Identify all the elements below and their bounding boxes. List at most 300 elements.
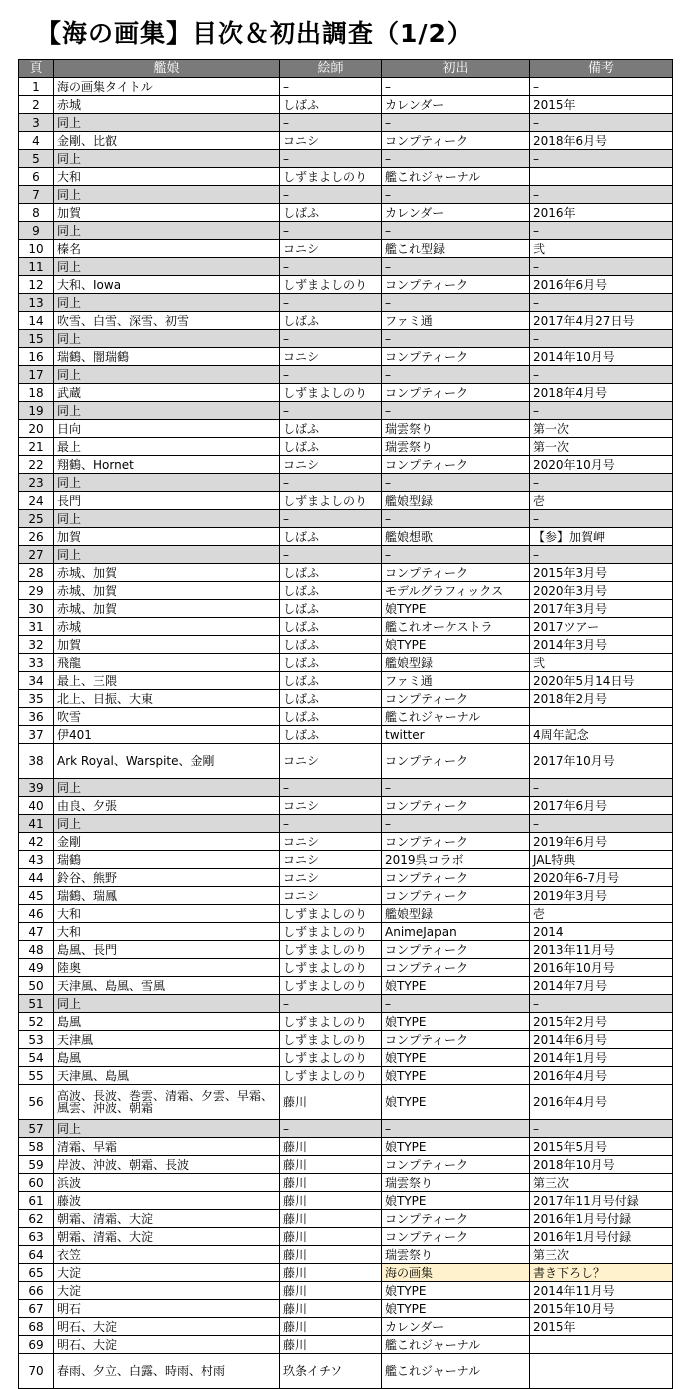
cell-notes: 2019年3月号	[530, 887, 673, 905]
cell-shipgirl: 由良、夕張	[54, 797, 280, 815]
cell-illustrator: –	[280, 779, 382, 797]
cell-notes: 2014年7月号	[530, 977, 673, 995]
cell-illustrator: しばふ	[280, 600, 382, 618]
table-row	[19, 654, 673, 672]
cell-first-appearance: –	[382, 815, 530, 833]
cell-shipgirl: 朝霜、清霜、大淀	[54, 1228, 280, 1246]
cell-first-appearance: ファミ通	[382, 312, 530, 330]
cell-shipgirl: 赤城、加賀	[54, 600, 280, 618]
cell-first-appearance: –	[382, 510, 530, 528]
cell-illustrator: –	[280, 222, 382, 240]
cell-notes: 2013年11月号	[530, 941, 673, 959]
cell-shipgirl: 大淀	[54, 1264, 280, 1282]
cell-first-appearance: –	[382, 779, 530, 797]
cell-shipgirl: 飛龍	[54, 654, 280, 672]
cell-first-appearance: コンプティーク	[382, 1228, 530, 1246]
cell-page: 15	[19, 330, 54, 348]
cell-shipgirl: 陸奥	[54, 959, 280, 977]
table-row	[19, 923, 673, 941]
cell-shipgirl: 最上、三隈	[54, 672, 280, 690]
cell-first-appearance: –	[382, 114, 530, 132]
header-page: 頁	[19, 60, 54, 78]
cell-first-appearance: –	[382, 330, 530, 348]
cell-notes: 書き下ろし？	[530, 1264, 673, 1282]
cell-first-appearance: コンプティーク	[382, 1156, 530, 1174]
cell-first-appearance: –	[382, 366, 530, 384]
cell-page: 46	[19, 905, 54, 923]
cell-first-appearance: –	[382, 150, 530, 168]
table-row	[19, 492, 673, 510]
table-row	[19, 132, 673, 150]
table-row	[19, 348, 673, 366]
header-first-appearance: 初出	[382, 60, 530, 78]
cell-page: 49	[19, 959, 54, 977]
cell-page: 12	[19, 276, 54, 294]
cell-shipgirl: 藤波	[54, 1192, 280, 1210]
cell-notes: 2015年	[530, 1318, 673, 1336]
cell-first-appearance: カレンダー	[382, 1318, 530, 1336]
table-row	[19, 276, 673, 294]
cell-page: 39	[19, 779, 54, 797]
cell-first-appearance: 艦娘想歌	[382, 528, 530, 546]
table-row	[19, 887, 673, 905]
cell-illustrator: –	[280, 995, 382, 1013]
cell-first-appearance: 海の画集	[382, 1264, 530, 1282]
cell-notes: 2016年4月号	[530, 1085, 673, 1120]
cell-shipgirl: 大淀	[54, 1282, 280, 1300]
header-notes: 備考	[530, 60, 673, 78]
cell-first-appearance: 娘TYPE	[382, 1138, 530, 1156]
cell-shipgirl: 同上	[54, 186, 280, 204]
cell-illustrator: しばふ	[280, 204, 382, 222]
cell-first-appearance: コンプティーク	[382, 384, 530, 402]
cell-first-appearance: カレンダー	[382, 204, 530, 222]
cell-notes: 2014	[530, 923, 673, 941]
table-row	[19, 150, 673, 168]
page-title: 【海の画集】目次＆初出調査（1/2）	[36, 19, 473, 48]
cell-illustrator: しずまよしのり	[280, 941, 382, 959]
cell-first-appearance: 娘TYPE	[382, 1085, 530, 1120]
table-row	[19, 1354, 673, 1389]
cell-first-appearance: 瑞雲祭り	[382, 438, 530, 456]
cell-page: 68	[19, 1318, 54, 1336]
table-row	[19, 600, 673, 618]
cell-notes: 2017年11月号付録	[530, 1192, 673, 1210]
cell-illustrator: しずまよしのり	[280, 905, 382, 923]
cell-first-appearance: –	[382, 258, 530, 276]
table-row	[19, 240, 673, 258]
cell-first-appearance: 娘TYPE	[382, 977, 530, 995]
cell-illustrator: 藤川	[280, 1156, 382, 1174]
cell-first-appearance: コンプティーク	[382, 833, 530, 851]
cell-shipgirl: 金剛	[54, 833, 280, 851]
cell-shipgirl: 島風	[54, 1013, 280, 1031]
cell-shipgirl: 浜波	[54, 1174, 280, 1192]
cell-page: 9	[19, 222, 54, 240]
cell-notes: JAL特典	[530, 851, 673, 869]
cell-illustrator: –	[280, 186, 382, 204]
cell-notes: 壱	[530, 492, 673, 510]
cell-shipgirl: 同上	[54, 510, 280, 528]
cell-page: 25	[19, 510, 54, 528]
cell-illustrator: しずまよしのり	[280, 1031, 382, 1049]
cell-shipgirl: 朝霜、清霜、大淀	[54, 1210, 280, 1228]
cell-page: 2	[19, 96, 54, 114]
cell-notes: –	[530, 510, 673, 528]
header-shipgirl: 艦娘	[54, 60, 280, 78]
table-row	[19, 222, 673, 240]
table-row	[19, 779, 673, 797]
cell-shipgirl: 同上	[54, 150, 280, 168]
cell-shipgirl: 赤城	[54, 618, 280, 636]
cell-page: 4	[19, 132, 54, 150]
cell-notes: –	[530, 815, 673, 833]
cell-notes: 2015年2月号	[530, 1013, 673, 1031]
cell-page: 36	[19, 708, 54, 726]
cell-shipgirl: 高波、長波、巻雲、清霜、夕雲、早霜、風雲、沖波、朝霜	[54, 1085, 280, 1120]
cell-first-appearance: コンプティーク	[382, 744, 530, 779]
cell-first-appearance: 艦娘型録	[382, 654, 530, 672]
table-row	[19, 851, 673, 869]
cell-notes: 壱	[530, 905, 673, 923]
cell-first-appearance: –	[382, 78, 530, 96]
cell-illustrator: しばふ	[280, 582, 382, 600]
cell-notes: 2020年5月14日号	[530, 672, 673, 690]
cell-illustrator: しばふ	[280, 438, 382, 456]
cell-page: 54	[19, 1049, 54, 1067]
table-row	[19, 1246, 673, 1264]
table-row	[19, 1174, 673, 1192]
cell-first-appearance: コンプティーク	[382, 887, 530, 905]
table-row	[19, 294, 673, 312]
cell-page: 44	[19, 869, 54, 887]
cell-illustrator: 藤川	[280, 1174, 382, 1192]
cell-shipgirl: 大和	[54, 905, 280, 923]
table-row	[19, 1085, 673, 1120]
cell-illustrator: –	[280, 474, 382, 492]
cell-notes: –	[530, 779, 673, 797]
cell-page: 22	[19, 456, 54, 474]
cell-first-appearance: 艦これオーケストラ	[382, 618, 530, 636]
table-row	[19, 582, 673, 600]
cell-first-appearance: –	[382, 294, 530, 312]
cell-page: 26	[19, 528, 54, 546]
table-row	[19, 690, 673, 708]
cell-first-appearance: 娘TYPE	[382, 1013, 530, 1031]
cell-shipgirl: 天津風、島風、雪風	[54, 977, 280, 995]
cell-illustrator: しばふ	[280, 708, 382, 726]
cell-page: 37	[19, 726, 54, 744]
cell-page: 42	[19, 833, 54, 851]
cell-illustrator: しばふ	[280, 528, 382, 546]
table-row	[19, 456, 673, 474]
cell-illustrator: –	[280, 78, 382, 96]
cell-notes: 2020年10月号	[530, 456, 673, 474]
cell-notes: 2016年6月号	[530, 276, 673, 294]
cell-first-appearance: 艦娘型録	[382, 492, 530, 510]
cell-first-appearance: 艦これジャーナル	[382, 168, 530, 186]
cell-first-appearance: ファミ通	[382, 672, 530, 690]
cell-shipgirl: Ark Royal、Warspite、金剛	[54, 744, 280, 779]
table-row	[19, 726, 673, 744]
table-row	[19, 636, 673, 654]
cell-shipgirl: 天津風、島風	[54, 1067, 280, 1085]
table-row	[19, 96, 673, 114]
table-row	[19, 402, 673, 420]
table-row	[19, 564, 673, 582]
cell-illustrator: –	[280, 815, 382, 833]
cell-notes: 2016年	[530, 204, 673, 222]
cell-first-appearance: 娘TYPE	[382, 1300, 530, 1318]
cell-page: 55	[19, 1067, 54, 1085]
cell-notes: 2016年4月号	[530, 1067, 673, 1085]
table-row	[19, 474, 673, 492]
cell-illustrator: 藤川	[280, 1282, 382, 1300]
cell-illustrator: しばふ	[280, 618, 382, 636]
cell-first-appearance: –	[382, 546, 530, 564]
cell-page: 23	[19, 474, 54, 492]
cell-first-appearance: コンプティーク	[382, 869, 530, 887]
table-row	[19, 1156, 673, 1174]
header-illustrator: 絵師	[280, 60, 382, 78]
cell-first-appearance: 瑞雲祭り	[382, 420, 530, 438]
cell-notes: 2015年5月号	[530, 1138, 673, 1156]
table-row	[19, 708, 673, 726]
cell-shipgirl: 岸波、沖波、朝霜、長波	[54, 1156, 280, 1174]
cell-first-appearance: コンプティーク	[382, 456, 530, 474]
cell-first-appearance: 艦これジャーナル	[382, 708, 530, 726]
cell-notes: 2014年3月号	[530, 636, 673, 654]
table-row	[19, 1138, 673, 1156]
table-row	[19, 1031, 673, 1049]
cell-first-appearance: –	[382, 222, 530, 240]
cell-first-appearance: 娘TYPE	[382, 600, 530, 618]
cell-illustrator: しばふ	[280, 726, 382, 744]
cell-shipgirl: 加賀	[54, 636, 280, 654]
cell-notes: 2014年6月号	[530, 1031, 673, 1049]
cell-notes: 弐	[530, 240, 673, 258]
cell-first-appearance: コンプティーク	[382, 1031, 530, 1049]
cell-illustrator: コニシ	[280, 851, 382, 869]
cell-notes: 2018年4月号	[530, 384, 673, 402]
cell-first-appearance: コンプティーク	[382, 1210, 530, 1228]
cell-illustrator: –	[280, 330, 382, 348]
cell-page: 6	[19, 168, 54, 186]
cell-shipgirl: 同上	[54, 779, 280, 797]
cell-first-appearance: モデルグラフィックス	[382, 582, 530, 600]
cell-page: 1	[19, 78, 54, 96]
cell-shipgirl: 同上	[54, 330, 280, 348]
cell-illustrator: –	[280, 258, 382, 276]
cell-shipgirl: 赤城	[54, 96, 280, 114]
table-row	[19, 905, 673, 923]
cell-first-appearance: コンプティーク	[382, 941, 530, 959]
table-row	[19, 528, 673, 546]
cell-page: 51	[19, 995, 54, 1013]
toc-table	[18, 59, 673, 1389]
cell-shipgirl: 同上	[54, 114, 280, 132]
table-row	[19, 1318, 673, 1336]
cell-shipgirl: 吹雪	[54, 708, 280, 726]
table-row	[19, 1192, 673, 1210]
cell-page: 29	[19, 582, 54, 600]
cell-notes: 2017年3月号	[530, 600, 673, 618]
cell-illustrator: –	[280, 1120, 382, 1138]
cell-notes: 2014年11月号	[530, 1282, 673, 1300]
table-row	[19, 618, 673, 636]
cell-page: 52	[19, 1013, 54, 1031]
cell-notes: 2018年10月号	[530, 1156, 673, 1174]
cell-notes: –	[530, 366, 673, 384]
cell-shipgirl: 伊401	[54, 726, 280, 744]
table-row	[19, 1013, 673, 1031]
cell-shipgirl: 最上	[54, 438, 280, 456]
cell-notes	[530, 1354, 673, 1389]
cell-first-appearance: 瑞雲祭り	[382, 1174, 530, 1192]
cell-page: 50	[19, 977, 54, 995]
cell-illustrator: しばふ	[280, 312, 382, 330]
cell-shipgirl: 吹雪、白雪、深雪、初雪	[54, 312, 280, 330]
cell-notes: 2020年3月号	[530, 582, 673, 600]
cell-page: 3	[19, 114, 54, 132]
cell-illustrator: –	[280, 150, 382, 168]
cell-notes: 2019年6月号	[530, 833, 673, 851]
cell-shipgirl: 明石、大淀	[54, 1336, 280, 1354]
cell-shipgirl: 明石、大淀	[54, 1318, 280, 1336]
cell-shipgirl: 長門	[54, 492, 280, 510]
cell-shipgirl: 春雨、夕立、白露、時雨、村雨	[54, 1354, 280, 1389]
cell-shipgirl: 海の画集タイトル	[54, 78, 280, 96]
table-row	[19, 1228, 673, 1246]
table-row	[19, 1336, 673, 1354]
cell-notes: 4周年記念	[530, 726, 673, 744]
cell-page: 66	[19, 1282, 54, 1300]
table-row	[19, 168, 673, 186]
cell-notes: 第一次	[530, 420, 673, 438]
table-row	[19, 1282, 673, 1300]
cell-notes	[530, 168, 673, 186]
cell-shipgirl: 榛名	[54, 240, 280, 258]
cell-notes: –	[530, 546, 673, 564]
cell-page: 38	[19, 744, 54, 779]
table-row	[19, 869, 673, 887]
cell-page: 7	[19, 186, 54, 204]
cell-notes: 2015年	[530, 96, 673, 114]
cell-shipgirl: 大和	[54, 168, 280, 186]
cell-notes: 第一次	[530, 438, 673, 456]
cell-illustrator: 藤川	[280, 1228, 382, 1246]
table-row	[19, 833, 673, 851]
cell-shipgirl: 赤城、加賀	[54, 564, 280, 582]
cell-illustrator: しずまよしのり	[280, 384, 382, 402]
table-row	[19, 78, 673, 96]
cell-page: 20	[19, 420, 54, 438]
cell-shipgirl: 大和	[54, 923, 280, 941]
cell-shipgirl: 翔鶴、Hornet	[54, 456, 280, 474]
cell-first-appearance: –	[382, 402, 530, 420]
cell-shipgirl: 加賀	[54, 528, 280, 546]
cell-illustrator: 藤川	[280, 1318, 382, 1336]
cell-shipgirl: 瑞鶴、瑞鳳	[54, 887, 280, 905]
cell-notes: –	[530, 78, 673, 96]
cell-page: 34	[19, 672, 54, 690]
table-row	[19, 1264, 673, 1282]
cell-notes: –	[530, 258, 673, 276]
table-row	[19, 959, 673, 977]
table-row	[19, 384, 673, 402]
cell-notes: 2015年10月号	[530, 1300, 673, 1318]
cell-page: 24	[19, 492, 54, 510]
cell-page: 21	[19, 438, 54, 456]
cell-first-appearance: コンプティーク	[382, 797, 530, 815]
table-row	[19, 546, 673, 564]
cell-page: 45	[19, 887, 54, 905]
cell-first-appearance: –	[382, 1120, 530, 1138]
cell-first-appearance: コンプティーク	[382, 276, 530, 294]
cell-illustrator: しずまよしのり	[280, 1067, 382, 1085]
cell-illustrator: しずまよしのり	[280, 923, 382, 941]
cell-page: 19	[19, 402, 54, 420]
cell-shipgirl: 同上	[54, 995, 280, 1013]
cell-first-appearance: コンプティーク	[382, 564, 530, 582]
table-row	[19, 941, 673, 959]
table-row	[19, 186, 673, 204]
cell-illustrator: しばふ	[280, 420, 382, 438]
cell-notes: –	[530, 150, 673, 168]
table-row	[19, 1210, 673, 1228]
table-row	[19, 744, 673, 779]
cell-illustrator: –	[280, 294, 382, 312]
cell-notes	[530, 1336, 673, 1354]
cell-first-appearance: 娘TYPE	[382, 1192, 530, 1210]
cell-first-appearance: 艦娘型録	[382, 905, 530, 923]
cell-illustrator: 藤川	[280, 1192, 382, 1210]
cell-page: 58	[19, 1138, 54, 1156]
cell-page: 5	[19, 150, 54, 168]
cell-shipgirl: 島風、長門	[54, 941, 280, 959]
cell-page: 30	[19, 600, 54, 618]
table-row	[19, 258, 673, 276]
cell-page: 14	[19, 312, 54, 330]
cell-first-appearance: コンプティーク	[382, 348, 530, 366]
cell-page: 8	[19, 204, 54, 222]
cell-illustrator: コニシ	[280, 869, 382, 887]
cell-page: 28	[19, 564, 54, 582]
cell-shipgirl: 武蔵	[54, 384, 280, 402]
table-row	[19, 995, 673, 1013]
table-row	[19, 330, 673, 348]
cell-page: 61	[19, 1192, 54, 1210]
cell-illustrator: コニシ	[280, 797, 382, 815]
cell-notes: –	[530, 1120, 673, 1138]
cell-notes: 弐	[530, 654, 673, 672]
table-row	[19, 672, 673, 690]
cell-notes: 2016年10月号	[530, 959, 673, 977]
table-row	[19, 797, 673, 815]
cell-page: 10	[19, 240, 54, 258]
cell-notes	[530, 708, 673, 726]
cell-illustrator: 藤川	[280, 1264, 382, 1282]
cell-first-appearance: twitter	[382, 726, 530, 744]
cell-illustrator: コニシ	[280, 240, 382, 258]
cell-illustrator: コニシ	[280, 132, 382, 150]
cell-shipgirl: 同上	[54, 366, 280, 384]
cell-page: 47	[19, 923, 54, 941]
cell-illustrator: 藤川	[280, 1210, 382, 1228]
cell-notes: 2014年10月号	[530, 348, 673, 366]
cell-notes: 第三次	[530, 1174, 673, 1192]
cell-shipgirl: 清霜、早霜	[54, 1138, 280, 1156]
